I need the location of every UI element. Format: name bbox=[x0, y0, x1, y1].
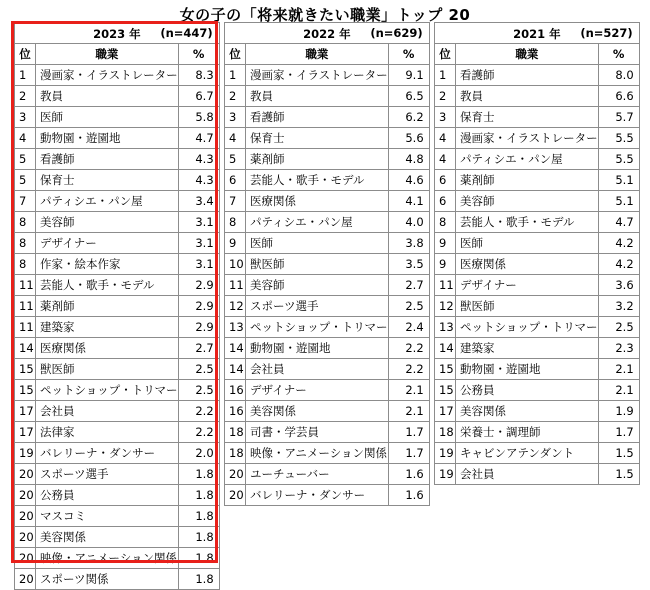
job-cell: 建築家 bbox=[456, 338, 599, 359]
table-row bbox=[225, 254, 430, 275]
rank-cell: 8 bbox=[15, 212, 36, 233]
percent-cell: 4.7 bbox=[598, 212, 639, 233]
job-cell: 薬剤師 bbox=[36, 296, 179, 317]
table-row bbox=[435, 359, 640, 380]
rank-cell: 11 bbox=[15, 317, 36, 338]
rank-cell: 15 bbox=[15, 380, 36, 401]
rank-cell: 9 bbox=[225, 233, 246, 254]
job-cell: ペットショップ・トリマー bbox=[246, 317, 389, 338]
job-cell: 獣医師 bbox=[246, 254, 389, 275]
table-row bbox=[15, 233, 220, 254]
percent-cell: 2.3 bbox=[598, 338, 639, 359]
rank-cell: 8 bbox=[435, 212, 456, 233]
percent-cell: 3.1 bbox=[178, 233, 219, 254]
job-cell: スポーツ関係 bbox=[36, 569, 179, 590]
job-cell: 美容関係 bbox=[246, 401, 389, 422]
table-row bbox=[15, 569, 220, 590]
percent-cell: 1.6 bbox=[388, 464, 429, 485]
rank-cell: 3 bbox=[15, 107, 36, 128]
sample-size: (n=629) bbox=[370, 26, 423, 40]
table-row bbox=[15, 485, 220, 506]
table-row bbox=[435, 338, 640, 359]
percent-cell: 1.9 bbox=[598, 401, 639, 422]
rank-cell: 4 bbox=[435, 128, 456, 149]
page-title: 女の子の「将来就きたい職業」トップ 20 bbox=[179, 6, 471, 24]
table-row bbox=[15, 506, 220, 527]
rank-cell: 15 bbox=[15, 359, 36, 380]
job-cell: パティシエ・パン屋 bbox=[456, 149, 599, 170]
rank-cell: 20 bbox=[15, 485, 36, 506]
job-cell: 公務員 bbox=[456, 380, 599, 401]
rank-cell: 18 bbox=[435, 422, 456, 443]
percent-cell: 4.6 bbox=[388, 170, 429, 191]
panel-2021 bbox=[434, 22, 640, 485]
rank-cell: 19 bbox=[15, 443, 36, 464]
job-cell: 教員 bbox=[456, 86, 599, 107]
table-row bbox=[15, 191, 220, 212]
percent-cell: 1.7 bbox=[598, 422, 639, 443]
job-cell: デザイナー bbox=[246, 380, 389, 401]
job-cell: 建築家 bbox=[36, 317, 179, 338]
rank-cell: 1 bbox=[15, 65, 36, 86]
percent-cell: 1.8 bbox=[178, 527, 219, 548]
job-cell: 司書・学芸員 bbox=[246, 422, 389, 443]
percent-cell: 2.1 bbox=[598, 359, 639, 380]
year-label: 2022 年 bbox=[303, 27, 351, 41]
rank-cell: 4 bbox=[15, 128, 36, 149]
percent-cell: 5.1 bbox=[598, 191, 639, 212]
table-row bbox=[225, 359, 430, 380]
sample-size: (n=527) bbox=[580, 26, 633, 40]
rank-cell: 17 bbox=[15, 422, 36, 443]
job-header: 職業 bbox=[246, 44, 389, 65]
percent-cell: 2.5 bbox=[178, 359, 219, 380]
job-cell: スポーツ選手 bbox=[36, 464, 179, 485]
table-row bbox=[15, 254, 220, 275]
rank-cell: 11 bbox=[225, 275, 246, 296]
percent-cell: 1.5 bbox=[598, 464, 639, 485]
table-row bbox=[225, 338, 430, 359]
percent-cell: 5.1 bbox=[598, 170, 639, 191]
rank-cell: 16 bbox=[225, 380, 246, 401]
table-row bbox=[435, 401, 640, 422]
sample-size: (n=447) bbox=[160, 26, 213, 40]
rank-cell: 17 bbox=[15, 401, 36, 422]
table-row bbox=[15, 212, 220, 233]
percent-cell: 3.8 bbox=[388, 233, 429, 254]
table-row bbox=[435, 128, 640, 149]
percent-header: % bbox=[178, 44, 219, 65]
rank-cell: 14 bbox=[15, 338, 36, 359]
rank-cell: 7 bbox=[225, 191, 246, 212]
percent-cell: 4.2 bbox=[598, 254, 639, 275]
percent-cell: 3.2 bbox=[598, 296, 639, 317]
percent-cell: 4.0 bbox=[388, 212, 429, 233]
job-cell: 美容師 bbox=[246, 275, 389, 296]
percent-cell: 6.2 bbox=[388, 107, 429, 128]
year-label: 2023 年 bbox=[93, 27, 141, 41]
percent-cell: 2.2 bbox=[388, 338, 429, 359]
job-cell: 公務員 bbox=[36, 485, 179, 506]
rank-cell: 18 bbox=[225, 443, 246, 464]
table-row bbox=[435, 443, 640, 464]
job-cell: 法律家 bbox=[36, 422, 179, 443]
ranking-table bbox=[224, 22, 430, 506]
table-row bbox=[225, 275, 430, 296]
table-row bbox=[225, 401, 430, 422]
percent-cell: 5.5 bbox=[598, 128, 639, 149]
job-cell: 映像・アニメーション関係 bbox=[246, 443, 389, 464]
rank-cell: 9 bbox=[435, 254, 456, 275]
percent-cell: 2.1 bbox=[388, 380, 429, 401]
percent-cell: 2.0 bbox=[178, 443, 219, 464]
job-header: 職業 bbox=[36, 44, 179, 65]
percent-cell: 3.1 bbox=[178, 254, 219, 275]
rank-cell: 11 bbox=[15, 296, 36, 317]
rank-cell: 20 bbox=[15, 506, 36, 527]
table-row bbox=[225, 86, 430, 107]
percent-cell: 1.7 bbox=[388, 443, 429, 464]
job-cell: 医療関係 bbox=[456, 254, 599, 275]
table-row bbox=[15, 401, 220, 422]
percent-cell: 2.7 bbox=[388, 275, 429, 296]
year-header bbox=[435, 23, 640, 44]
job-cell: 美容関係 bbox=[36, 527, 179, 548]
job-cell: 教員 bbox=[36, 86, 179, 107]
percent-cell: 4.8 bbox=[388, 149, 429, 170]
rank-cell: 3 bbox=[225, 107, 246, 128]
percent-cell: 1.5 bbox=[598, 443, 639, 464]
year-header bbox=[15, 23, 220, 44]
table-row bbox=[225, 107, 430, 128]
percent-cell: 4.1 bbox=[388, 191, 429, 212]
table-row bbox=[15, 443, 220, 464]
job-cell: 薬剤師 bbox=[246, 149, 389, 170]
rank-cell: 2 bbox=[225, 86, 246, 107]
table-row bbox=[435, 464, 640, 485]
percent-cell: 2.2 bbox=[178, 422, 219, 443]
job-cell: 獣医師 bbox=[36, 359, 179, 380]
table-row bbox=[435, 296, 640, 317]
rank-cell: 20 bbox=[225, 464, 246, 485]
rank-cell: 12 bbox=[225, 296, 246, 317]
job-cell: 医療関係 bbox=[36, 338, 179, 359]
table-row bbox=[225, 191, 430, 212]
percent-cell: 5.5 bbox=[598, 149, 639, 170]
rank-cell: 8 bbox=[225, 212, 246, 233]
table-row bbox=[15, 128, 220, 149]
job-cell: パティシエ・パン屋 bbox=[246, 212, 389, 233]
table-row bbox=[15, 338, 220, 359]
ranking-table bbox=[14, 22, 220, 590]
table-row bbox=[15, 65, 220, 86]
rank-cell: 1 bbox=[225, 65, 246, 86]
rank-cell: 20 bbox=[15, 548, 36, 569]
job-cell: 漫画家・イラストレーター bbox=[456, 128, 599, 149]
percent-cell: 2.1 bbox=[388, 401, 429, 422]
job-cell: バレリーナ・ダンサー bbox=[36, 443, 179, 464]
table-row bbox=[15, 149, 220, 170]
table-row bbox=[15, 422, 220, 443]
percent-header: % bbox=[388, 44, 429, 65]
job-cell: 芸能人・歌手・モデル bbox=[36, 275, 179, 296]
rank-cell: 4 bbox=[435, 149, 456, 170]
panel-2022 bbox=[224, 22, 430, 506]
rank-cell: 15 bbox=[435, 380, 456, 401]
rank-cell: 20 bbox=[225, 485, 246, 506]
job-cell: 保育士 bbox=[36, 170, 179, 191]
rank-cell: 6 bbox=[225, 170, 246, 191]
rank-cell: 1 bbox=[435, 65, 456, 86]
rank-cell: 20 bbox=[15, 464, 36, 485]
rank-cell: 5 bbox=[15, 149, 36, 170]
rank-cell: 12 bbox=[435, 296, 456, 317]
job-cell: 保育士 bbox=[246, 128, 389, 149]
job-cell: デザイナー bbox=[456, 275, 599, 296]
percent-cell: 2.2 bbox=[388, 359, 429, 380]
job-cell: 動物園・遊園地 bbox=[456, 359, 599, 380]
job-cell: 教員 bbox=[246, 86, 389, 107]
percent-cell: 1.8 bbox=[178, 569, 219, 590]
rank-cell: 14 bbox=[225, 359, 246, 380]
table-row bbox=[225, 212, 430, 233]
job-cell: 看護師 bbox=[246, 107, 389, 128]
rank-cell: 20 bbox=[15, 569, 36, 590]
job-cell: 動物園・遊園地 bbox=[36, 128, 179, 149]
percent-cell: 4.7 bbox=[178, 128, 219, 149]
percent-cell: 6.5 bbox=[388, 86, 429, 107]
rank-cell: 2 bbox=[435, 86, 456, 107]
table-row bbox=[225, 296, 430, 317]
job-cell: 医師 bbox=[246, 233, 389, 254]
table-row bbox=[225, 170, 430, 191]
rank-cell: 10 bbox=[225, 254, 246, 275]
job-cell: 会社員 bbox=[456, 464, 599, 485]
job-cell: マスコミ bbox=[36, 506, 179, 527]
percent-header: % bbox=[598, 44, 639, 65]
rank-cell: 11 bbox=[15, 275, 36, 296]
job-cell: 会社員 bbox=[246, 359, 389, 380]
table-row bbox=[225, 380, 430, 401]
rank-cell: 3 bbox=[435, 107, 456, 128]
table-row bbox=[15, 359, 220, 380]
job-header: 職業 bbox=[456, 44, 599, 65]
percent-cell: 3.5 bbox=[388, 254, 429, 275]
table-row bbox=[15, 527, 220, 548]
percent-cell: 1.8 bbox=[178, 548, 219, 569]
table-row bbox=[15, 86, 220, 107]
table-row bbox=[15, 296, 220, 317]
table-row bbox=[15, 107, 220, 128]
percent-cell: 8.3 bbox=[178, 65, 219, 86]
percent-cell: 9.1 bbox=[388, 65, 429, 86]
rank-cell: 9 bbox=[435, 233, 456, 254]
table-row bbox=[15, 317, 220, 338]
table-row bbox=[435, 233, 640, 254]
job-cell: ペットショップ・トリマー bbox=[456, 317, 599, 338]
percent-cell: 2.7 bbox=[178, 338, 219, 359]
table-row bbox=[225, 464, 430, 485]
rank-cell: 11 bbox=[435, 275, 456, 296]
year-header bbox=[225, 23, 430, 44]
percent-cell: 4.3 bbox=[178, 149, 219, 170]
job-cell: 会社員 bbox=[36, 401, 179, 422]
rank-cell: 19 bbox=[435, 464, 456, 485]
percent-cell: 5.8 bbox=[178, 107, 219, 128]
percent-cell: 2.9 bbox=[178, 317, 219, 338]
table-row bbox=[435, 149, 640, 170]
job-cell: 看護師 bbox=[456, 65, 599, 86]
rank-cell: 18 bbox=[225, 422, 246, 443]
rank-header: 位 bbox=[435, 44, 456, 65]
job-cell: スポーツ選手 bbox=[246, 296, 389, 317]
table-row bbox=[225, 317, 430, 338]
rank-header: 位 bbox=[15, 44, 36, 65]
panel-2023 bbox=[14, 22, 220, 590]
percent-cell: 5.7 bbox=[598, 107, 639, 128]
job-cell: 獣医師 bbox=[456, 296, 599, 317]
job-cell: キャビンアテンダント bbox=[456, 443, 599, 464]
job-cell: 芸能人・歌手・モデル bbox=[246, 170, 389, 191]
rank-cell: 2 bbox=[15, 86, 36, 107]
rank-cell: 5 bbox=[225, 149, 246, 170]
table-row bbox=[435, 275, 640, 296]
job-cell: 作家・絵本作家 bbox=[36, 254, 179, 275]
table-row bbox=[435, 212, 640, 233]
percent-cell: 2.1 bbox=[598, 380, 639, 401]
table-row bbox=[15, 275, 220, 296]
percent-cell: 2.5 bbox=[598, 317, 639, 338]
table-row bbox=[435, 422, 640, 443]
job-cell: 美容師 bbox=[36, 212, 179, 233]
rank-cell: 20 bbox=[15, 527, 36, 548]
job-cell: 美容師 bbox=[456, 191, 599, 212]
rank-cell: 6 bbox=[435, 191, 456, 212]
rank-cell: 8 bbox=[15, 233, 36, 254]
year-label: 2021 年 bbox=[513, 27, 561, 41]
table-row bbox=[435, 380, 640, 401]
rank-cell: 4 bbox=[225, 128, 246, 149]
job-cell: 栄養士・調理師 bbox=[456, 422, 599, 443]
percent-cell: 2.2 bbox=[178, 401, 219, 422]
rank-cell: 17 bbox=[435, 401, 456, 422]
job-cell: 映像・アニメーション関係 bbox=[36, 548, 179, 569]
rank-cell: 6 bbox=[435, 170, 456, 191]
job-cell: 看護師 bbox=[36, 149, 179, 170]
job-cell: 保育士 bbox=[456, 107, 599, 128]
percent-cell: 6.7 bbox=[178, 86, 219, 107]
rank-cell: 7 bbox=[15, 191, 36, 212]
job-cell: 漫画家・イラストレーター bbox=[36, 65, 179, 86]
job-cell: 医師 bbox=[36, 107, 179, 128]
table-row bbox=[15, 548, 220, 569]
job-cell: パティシエ・パン屋 bbox=[36, 191, 179, 212]
table-row bbox=[435, 65, 640, 86]
percent-cell: 3.4 bbox=[178, 191, 219, 212]
table-row bbox=[435, 317, 640, 338]
table-row bbox=[435, 86, 640, 107]
table-row bbox=[225, 128, 430, 149]
job-cell: バレリーナ・ダンサー bbox=[246, 485, 389, 506]
table-row bbox=[225, 65, 430, 86]
percent-cell: 4.2 bbox=[598, 233, 639, 254]
rank-cell: 19 bbox=[435, 443, 456, 464]
table-row bbox=[435, 191, 640, 212]
rank-cell: 13 bbox=[225, 317, 246, 338]
job-cell: デザイナー bbox=[36, 233, 179, 254]
table-row bbox=[15, 170, 220, 191]
rank-cell: 5 bbox=[15, 170, 36, 191]
percent-cell: 6.6 bbox=[598, 86, 639, 107]
job-cell: 動物園・遊園地 bbox=[246, 338, 389, 359]
rank-cell: 14 bbox=[435, 338, 456, 359]
job-cell: ペットショップ・トリマー bbox=[36, 380, 179, 401]
rank-cell: 16 bbox=[225, 401, 246, 422]
percent-cell: 2.4 bbox=[388, 317, 429, 338]
job-cell: ユーチューバー bbox=[246, 464, 389, 485]
percent-cell: 3.6 bbox=[598, 275, 639, 296]
table-row bbox=[225, 485, 430, 506]
table-row bbox=[225, 422, 430, 443]
job-cell: 薬剤師 bbox=[456, 170, 599, 191]
rank-cell: 13 bbox=[435, 317, 456, 338]
table-row bbox=[435, 254, 640, 275]
job-cell: 美容関係 bbox=[456, 401, 599, 422]
percent-cell: 2.5 bbox=[178, 380, 219, 401]
job-cell: 医療関係 bbox=[246, 191, 389, 212]
rank-header: 位 bbox=[225, 44, 246, 65]
percent-cell: 1.8 bbox=[178, 485, 219, 506]
table-row bbox=[225, 233, 430, 254]
rank-cell: 8 bbox=[15, 254, 36, 275]
job-cell: 芸能人・歌手・モデル bbox=[456, 212, 599, 233]
percent-cell: 1.8 bbox=[178, 506, 219, 527]
ranking-table bbox=[434, 22, 640, 485]
table-row bbox=[435, 170, 640, 191]
percent-cell: 2.5 bbox=[388, 296, 429, 317]
rank-cell: 14 bbox=[225, 338, 246, 359]
table-row bbox=[435, 107, 640, 128]
percent-cell: 2.9 bbox=[178, 296, 219, 317]
table-row bbox=[225, 443, 430, 464]
table-row bbox=[225, 149, 430, 170]
percent-cell: 3.1 bbox=[178, 212, 219, 233]
job-cell: 医師 bbox=[456, 233, 599, 254]
rank-cell: 15 bbox=[435, 359, 456, 380]
percent-cell: 4.3 bbox=[178, 170, 219, 191]
percent-cell: 1.6 bbox=[388, 485, 429, 506]
percent-cell: 1.8 bbox=[178, 464, 219, 485]
percent-cell: 2.9 bbox=[178, 275, 219, 296]
table-row bbox=[15, 380, 220, 401]
percent-cell: 5.6 bbox=[388, 128, 429, 149]
job-cell: 漫画家・イラストレーター bbox=[246, 65, 389, 86]
percent-cell: 8.0 bbox=[598, 65, 639, 86]
table-row bbox=[15, 464, 220, 485]
percent-cell: 1.7 bbox=[388, 422, 429, 443]
